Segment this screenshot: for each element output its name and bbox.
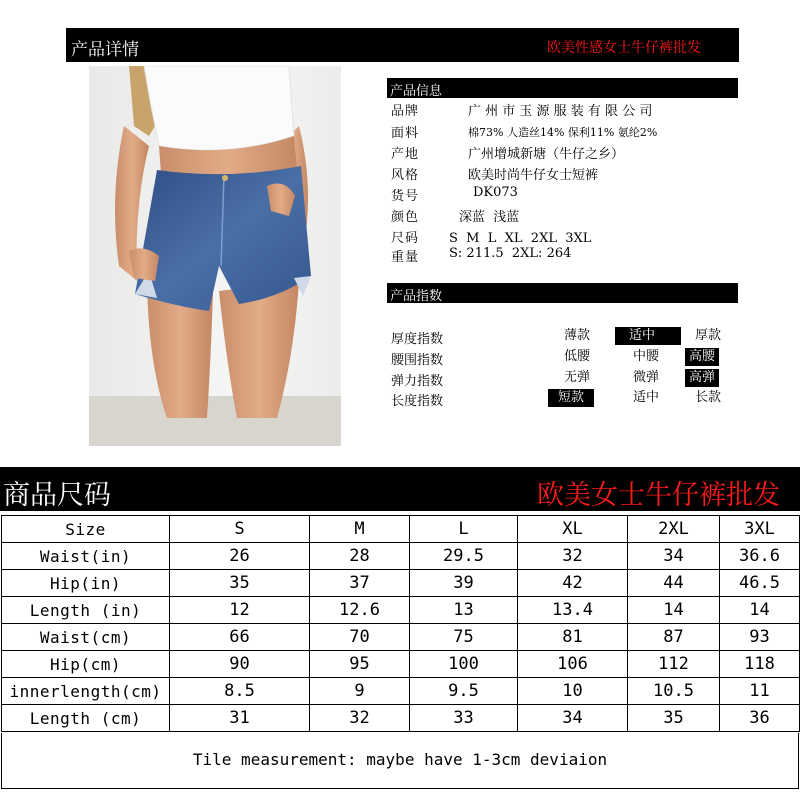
index-option: 中腰 bbox=[633, 349, 660, 364]
table-cell: 112 bbox=[628, 651, 720, 678]
table-row bbox=[2, 543, 800, 570]
row-header-cell: Hip(in) bbox=[2, 570, 170, 597]
index-option: 无弹 bbox=[564, 370, 591, 385]
row-header-cell: Hip(cm) bbox=[2, 651, 170, 678]
info-label: 风格 bbox=[391, 168, 420, 183]
table-cell: 8.5 bbox=[170, 678, 310, 705]
info-value: S M L XL 2XL 3XL bbox=[449, 231, 592, 246]
table-cell: 12 bbox=[170, 597, 310, 624]
table-cell: 32 bbox=[518, 543, 628, 570]
info-label: 重量 bbox=[391, 250, 420, 265]
table-row bbox=[2, 570, 800, 597]
info-value: DK073 bbox=[473, 185, 518, 200]
index-option-selected: 短款 bbox=[548, 389, 594, 407]
table-header-cell: 2XL bbox=[628, 516, 720, 543]
info-value: 棉73% 人造丝14% 保利11% 氨纶2% bbox=[468, 126, 658, 139]
table-cell: 87 bbox=[628, 624, 720, 651]
table-cell: 95 bbox=[310, 651, 410, 678]
table-header-row bbox=[2, 516, 800, 543]
table-cell: 11 bbox=[720, 678, 800, 705]
info-value: 广州增城新塘（牛仔之乡） bbox=[468, 147, 625, 162]
table-cell: 9 bbox=[310, 678, 410, 705]
header-subtitle: 欧美性感女士牛仔裤批发 bbox=[547, 40, 701, 56]
info-section-bar bbox=[387, 78, 738, 98]
table-cell: 42 bbox=[518, 570, 628, 597]
table-cell: 33 bbox=[410, 705, 518, 732]
row-header-cell: Length (cm) bbox=[2, 705, 170, 732]
table-cell: 39 bbox=[410, 570, 518, 597]
table-header-cell: S bbox=[170, 516, 310, 543]
table-cell: 81 bbox=[518, 624, 628, 651]
measurement-note-text: Tile measurement: maybe have 1-3cm deviaion bbox=[192, 750, 608, 769]
info-label: 尺码 bbox=[391, 231, 420, 246]
index-label: 弹力指数 bbox=[391, 374, 444, 389]
index-option: 厚款 bbox=[695, 328, 722, 343]
table-cell: 46.5 bbox=[720, 570, 800, 597]
index-option: 长款 bbox=[695, 390, 722, 405]
table-cell: 26 bbox=[170, 543, 310, 570]
table-cell: 93 bbox=[720, 624, 800, 651]
index-option-selected: 适中 bbox=[615, 327, 681, 345]
product-photo bbox=[89, 66, 341, 446]
index-label: 长度指数 bbox=[391, 394, 444, 409]
table-cell: 31 bbox=[170, 705, 310, 732]
size-section-bar bbox=[0, 467, 800, 511]
measurement-note bbox=[1, 733, 799, 789]
info-label: 货号 bbox=[391, 189, 420, 204]
index-option: 微弹 bbox=[633, 370, 660, 385]
table-cell: 29.5 bbox=[410, 543, 518, 570]
table-cell: 70 bbox=[310, 624, 410, 651]
size-section-title: 商品尺码 bbox=[3, 480, 111, 511]
table-row bbox=[2, 651, 800, 678]
index-label: 厚度指数 bbox=[391, 332, 444, 347]
table-cell: 37 bbox=[310, 570, 410, 597]
row-header-cell: Length (in) bbox=[2, 597, 170, 624]
table-cell: 34 bbox=[518, 705, 628, 732]
table-row bbox=[2, 624, 800, 651]
index-option: 薄款 bbox=[564, 328, 591, 343]
table-cell: 118 bbox=[720, 651, 800, 678]
table-cell: 75 bbox=[410, 624, 518, 651]
table-cell: 34 bbox=[628, 543, 720, 570]
table-header-cell: 3XL bbox=[720, 516, 800, 543]
table-row bbox=[2, 705, 800, 732]
table-header-cell: XL bbox=[518, 516, 628, 543]
row-header-cell: Waist(in) bbox=[2, 543, 170, 570]
header-title: 产品详情 bbox=[71, 40, 139, 60]
table-cell: 90 bbox=[170, 651, 310, 678]
table-cell: 10 bbox=[518, 678, 628, 705]
index-option: 适中 bbox=[633, 390, 660, 405]
index-label: 腰围指数 bbox=[391, 353, 444, 368]
index-option-selected: 高弹 bbox=[685, 369, 719, 387]
table-cell: 36 bbox=[720, 705, 800, 732]
table-cell: 32 bbox=[310, 705, 410, 732]
row-header-cell: innerlength(cm) bbox=[2, 678, 170, 705]
table-cell: 35 bbox=[628, 705, 720, 732]
info-value: 深蓝 浅蓝 bbox=[459, 210, 520, 225]
info-value: S: 211.5 2XL: 264 bbox=[449, 246, 572, 261]
size-section-subtitle: 欧美女士牛仔裤批发 bbox=[537, 480, 780, 511]
index-section-bar bbox=[387, 283, 738, 303]
table-cell: 106 bbox=[518, 651, 628, 678]
row-header-cell: Waist(cm) bbox=[2, 624, 170, 651]
table-cell: 100 bbox=[410, 651, 518, 678]
index-section-title: 产品指数 bbox=[390, 289, 443, 304]
index-option-selected: 高腰 bbox=[685, 348, 719, 366]
info-label: 品牌 bbox=[391, 104, 420, 119]
table-cell: 13 bbox=[410, 597, 518, 624]
size-table bbox=[1, 515, 800, 732]
table-cell: 35 bbox=[170, 570, 310, 597]
table-cell: 10.5 bbox=[628, 678, 720, 705]
table-cell: 36.6 bbox=[720, 543, 800, 570]
table-cell: 28 bbox=[310, 543, 410, 570]
table-header-cell: M bbox=[310, 516, 410, 543]
table-cell: 13.4 bbox=[518, 597, 628, 624]
index-option: 低腰 bbox=[564, 349, 591, 364]
table-cell: 14 bbox=[720, 597, 800, 624]
info-label: 颜色 bbox=[391, 210, 420, 225]
info-label: 面料 bbox=[391, 126, 420, 141]
info-section-title: 产品信息 bbox=[390, 84, 443, 99]
table-cell: 9.5 bbox=[410, 678, 518, 705]
info-value: 广 州 市 玉 源 服 装 有 限 公 司 bbox=[468, 104, 653, 119]
info-value: 欧美时尚牛仔女士短裤 bbox=[468, 168, 599, 183]
info-label: 产地 bbox=[391, 147, 420, 162]
table-header-cell: L bbox=[410, 516, 518, 543]
table-cell: 12.6 bbox=[310, 597, 410, 624]
table-cell: 14 bbox=[628, 597, 720, 624]
table-header-cell: Size bbox=[2, 516, 170, 543]
table-row bbox=[2, 597, 800, 624]
header-bar bbox=[66, 28, 739, 62]
table-cell: 44 bbox=[628, 570, 720, 597]
table-row bbox=[2, 678, 800, 705]
table-cell: 66 bbox=[170, 624, 310, 651]
